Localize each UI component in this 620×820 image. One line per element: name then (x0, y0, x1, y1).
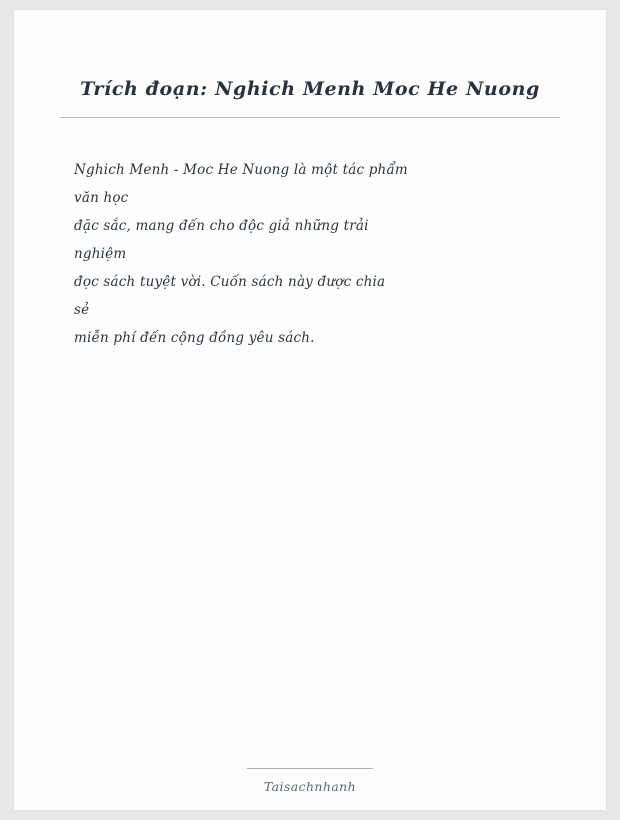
footer-credit: Taisachnhanh (263, 779, 357, 794)
body-line: nghiệm (74, 245, 127, 262)
body-line: văn học (74, 189, 129, 206)
document-content (14, 10, 606, 810)
document-body (60, 156, 560, 352)
document-page (14, 10, 606, 810)
body-line: Nghich Menh - Moc He Nuong là một tác phẩm (74, 161, 408, 178)
page-title: Trích đoạn: Nghich Menh Moc He Nuong (80, 78, 540, 100)
body-line: đọc sách tuyệt vời. Cuốn sách này được chia (74, 273, 386, 290)
footer-divider (247, 768, 373, 769)
body-line: đặc sắc, mang đến cho độc giả những trải (74, 217, 369, 234)
document-footer (14, 768, 606, 794)
title-divider (60, 117, 560, 118)
body-line: sẻ (74, 301, 90, 318)
body-line: miễn phí đến cộng đồng yêu sách. (74, 329, 315, 346)
